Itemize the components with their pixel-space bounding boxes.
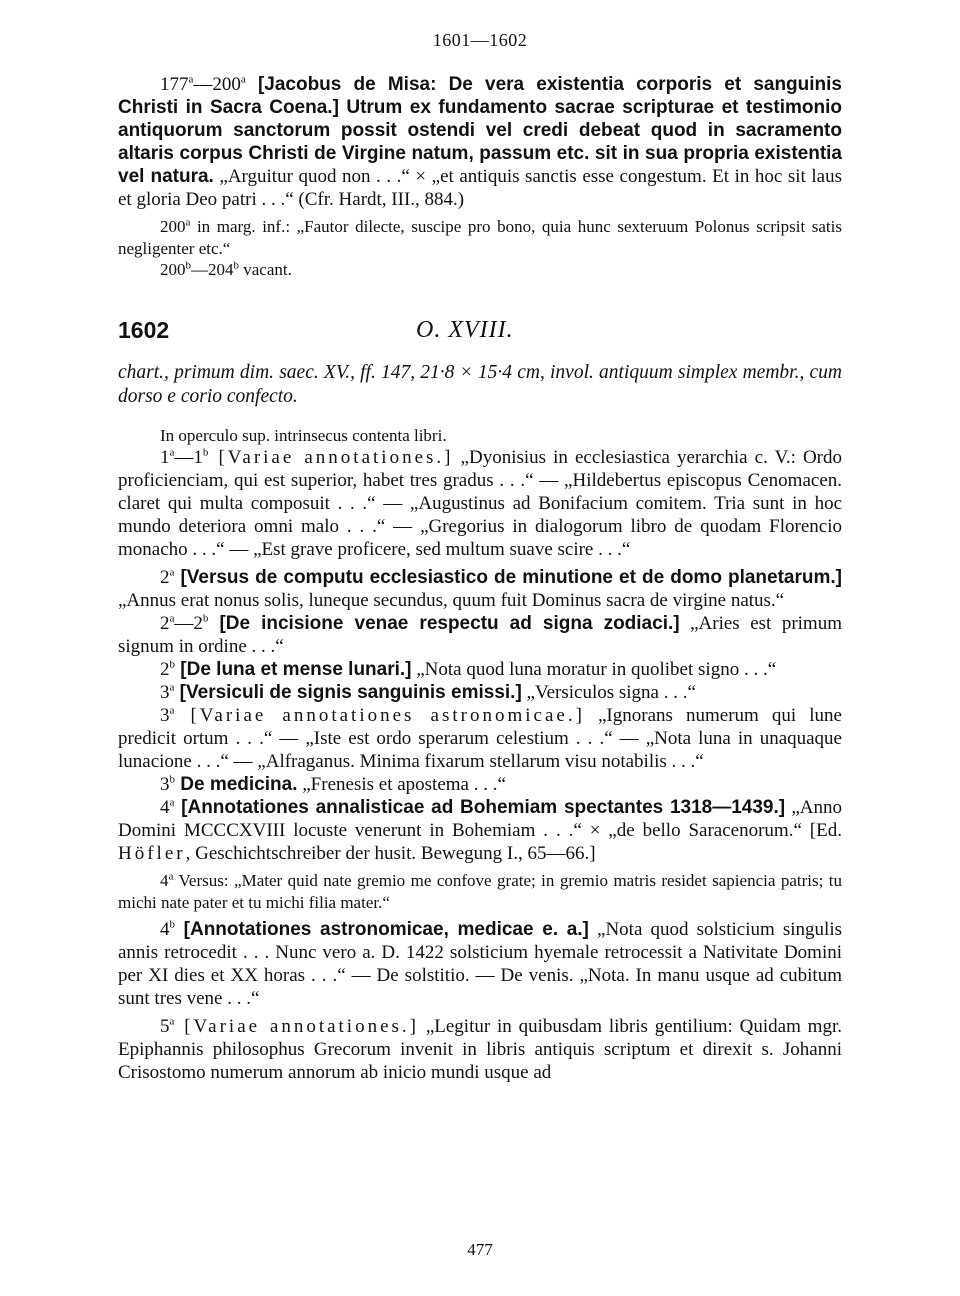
page-number: 477 bbox=[467, 1240, 493, 1259]
physical-description: chart., primum dim. saec. XV., ff. 147, 21·8 × 15·4 cm, invol. antiquum simplex membr., cum dorso e corio confecto. bbox=[118, 361, 842, 407]
document-page bbox=[118, 30, 843, 1259]
entry-1601: 177$^a$—200$^a$ [Jacobus de Misa: De vera existentia corporis et sanguinis Christi in Sacra Coena.] Utrum ex fundamento sacrae scripturae et testimonio antiquorum sanctorum possit ostendi vel credi debeat quod in sacramento altaris corpus Christi de Virgine natum, passum etc. sit in sua propria existentia vel natura. „Arguitur quod non . . .“ × „et antiquis sanctis esse congestum. Et in hoc sit laus et gloria Deo patri . . .“ (Cfr. Hardt, III., 884.) bbox=[118, 73, 842, 210]
entry-2a-2b: 2$^a$—2$^b$ [De incisione venae respectu ad signa zodiaci.] „Aries est primum signum in ordine . . .“ bbox=[118, 612, 842, 657]
manuscript-signature: O. XVIII. bbox=[416, 316, 514, 343]
entry-cover: In operculo sup. intrinsecus contenta libri. bbox=[160, 425, 447, 445]
note-margin: 200$^a$ in marg. inf.: „Fautor dilecte, suscipe pro bono, quia hunc sexteruum Polonus scripsit satis negligenter etc.“ bbox=[118, 216, 842, 258]
note-vacant: 200$^b$—204$^b$ vacant. bbox=[160, 259, 292, 279]
entry-4a-annales: 4$^a$ [Annotationes annalisticae ad Bohemiam spectantes 1318—1439.] „Anno Domini MCCCXVIII locuste venerunt in Bohemiam . . .“ × „de bello Saracenorum.“ [Ed. Höfler, Geschichtschreiber der husit. Bewegung I., 65—66.] bbox=[118, 796, 842, 864]
entry-3b: 3$^b$ De medicina. „Frenesis et apostema . . .“ bbox=[160, 773, 506, 795]
entry-4b: 4$^b$ [Annotationes astronomicae, medicae e. a.] „Nota quod solsticium singulis annis retrocedit . . . Nunc vero a. D. 1422 solsticium hyemale retrocessit a Nativitate Domini per XI dies et XX horas . . .“ — De solstitio. — De venis. „Nota. In manu usque ad cubitum sunt tres vene . . .“ bbox=[118, 918, 843, 1009]
entry-4a-versus: 4$^a$ Versus: „Mater quid nate gremio me confove grate; in gremio matris residet sapiencia patris; tu michi nate pater et tu michi filia mater.“ bbox=[118, 870, 842, 912]
entry-2b: 2$^b$ [De luna et mense lunari.] „Nota quod luna moratur in quolibet signo . . .“ bbox=[160, 658, 777, 680]
running-header: 1601—1602 bbox=[432, 30, 528, 50]
entry-3a-astronomicae: 3$^a$ [Variae annotationes astronomicae.] „Ignorans numerum qui lune predicit ortum . . .“ — „Iste est ordo sperarum celestium . . .“ — „Nota luna in unaquaque lunacione . . .“ — „Alfraganus. Minima fixarum stellarum visu notabilis . . .“ bbox=[118, 704, 842, 772]
entry-3a-versiculi: 3$^a$ [Versiculi de signis sanguinis emissi.] „Versiculos signa . . .“ bbox=[160, 681, 696, 703]
manuscript-number: 1602 bbox=[118, 316, 170, 343]
entry-1a-1b: 1$^a$—1$^b$ [Variae annotationes.] „Dyonisius in ecclesiastica yerarchia c. V.: Ordo proficienciam, qui est superior, habet tres gradus . . .“ — „Hildebertus episcopus Cenomacen. claret qui multa composuit . . .“ — „Augustinus ad Bonifacium comitem. Tria sunt in hoc mundo deteriora omni malo . . .“ — „Gregorius in dialogorum libro de quodam Florencio monacho . . .“ — „Est grave proficere, sed multum suave scire . . .“ bbox=[118, 446, 842, 560]
shelfmark-heading bbox=[118, 317, 842, 357]
entry-2a: 2$^a$ [Versus de computu ecclesiastico de minutione et de domo planetarum.] „Annus erat nonus solis, luneque secundus, quum fuit Dominus sacra de virgine natus.“ bbox=[118, 566, 842, 611]
entry-heading: [Jacobus de Misa: De vera existentia corporis et sanguinis Christi in Sacra Coena.] Utrum ex fundamento sacrae scripturae et testimonio antiquorum sanctorum possit ostendi vel credi debeat quod in sacramento altaris corpus Christi de Virgine natum, passum etc. sit in sua propria existentia vel natura. bbox=[118, 74, 842, 187]
entry-5a: 5$^a$ [Variae annotationes.] „Legitur in quibusdam libris gentilium: Quidam mgr. Epiphannis philosophus Grecorum invenit in libris antiquis scriptum et direxit s. Johanni Crisostomo numerum annorum ab inicio mundi usque ad bbox=[118, 1015, 842, 1083]
